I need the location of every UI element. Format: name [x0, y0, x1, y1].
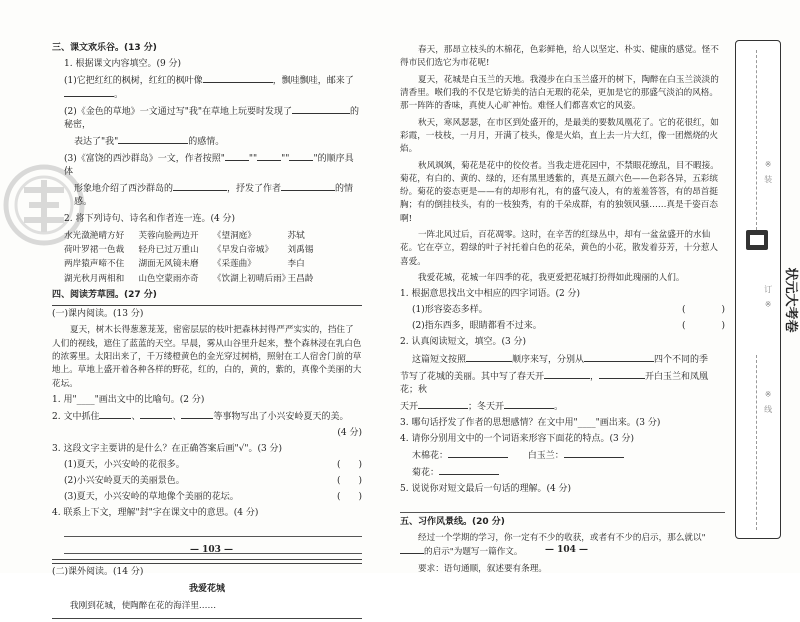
- table-row: 湖光秋月两相和 山色空蒙雨亦奇 《饮湖上初晴后雨》 王昌龄: [64, 273, 314, 284]
- extracurricular-reading: [52, 563, 362, 618]
- reading-passage-1: 夏天，树木长得葱葱茏茏，密密层层的枝叶把森林封得严严实实的，挡住了人们的视线，遮住了蓝蓝的天空。早晨，雾从山谷里升起来，整个森林浸在乳白色的浓雾里。太阳出来了，千万缕橙黄色的金光穿过树梢，照射在工人宿舍门前的草地上。草地上盛开着各种各样的野花，红的，白的，黄的，紫的，真像个美丽的大花坛。: [52, 325, 362, 389]
- brand-logo: [742, 230, 798, 350]
- answer-paren[interactable]: ( ): [681, 305, 725, 316]
- q2-line-3: 天开 ；冬天开 。: [400, 401, 564, 412]
- blank[interactable]: [504, 400, 554, 409]
- r3-option-2: (2)小兴安岭夏天的美丽景色。 ( ): [52, 475, 362, 488]
- answer-paren[interactable]: ( ): [336, 460, 362, 471]
- binding-mark: ※: [763, 160, 773, 169]
- q2-prompt: 2. 将下列诗句、诗名和作者连一连。(4 分): [64, 213, 236, 224]
- binding-label: 装: [763, 175, 773, 183]
- blank[interactable]: [418, 400, 468, 409]
- blank[interactable]: [564, 449, 624, 458]
- page-number-right: — 104 —: [545, 545, 589, 555]
- answer-line[interactable]: [400, 499, 725, 513]
- blank[interactable]: [292, 105, 350, 114]
- q4-prompt: 4. 请你分别用文中的一个词语来形容下面花的特点。(3 分): [400, 433, 635, 444]
- section-5-heading: 五、习作风景线。(20 分): [400, 516, 505, 527]
- paragraph-autumn-1: 秋天，寒风瑟瑟，在市区到处盛开的，是最美的要数凤凰花了。它的花很红，如彩霞，一枝枝，一月月，开满了枝头，像是火焰，直上去一片大红，像一团燃烧的火焰。: [400, 117, 719, 155]
- blank[interactable]: [173, 182, 227, 191]
- blank[interactable]: [181, 410, 213, 419]
- blank[interactable]: [140, 410, 172, 419]
- paragraph-winter: 一阵北风过后，百花凋零。这时，在辛苦的红绿丛中，却有一盆盆盛开的水仙花。它在亭立，碧绿的叶子衬托着白色的花朵，黄色的小花，散发着芬芳，十分惹人喜爱。: [400, 230, 718, 267]
- in-class-reading: [52, 305, 362, 560]
- r2-prompt: 2. 文中抓住 、 、 等事物写出了小兴安岭夏天的美。: [52, 412, 349, 423]
- table-row: 水光潋滟晴方好 芙蓉向脸两边开 《望洞庭》 苏轼: [64, 230, 305, 241]
- blank[interactable]: [99, 410, 131, 419]
- q1-1: (1)形容姿态多样。 ( ): [400, 304, 725, 317]
- essay-prompt: 经过一个学期的学习，你一定有不少的收获，或者有不少的启示，那么就以"的启示"为题写一篇作文。: [400, 532, 725, 560]
- answer-line[interactable]: [64, 523, 362, 537]
- blank[interactable]: [289, 152, 313, 161]
- brand-text: 状元大考卷: [783, 267, 798, 333]
- table-row: 两岸猿声啼不住 湖面无风镜未磨 《采莲曲》 李白: [64, 259, 305, 270]
- blank[interactable]: [203, 74, 273, 83]
- cut-line: [756, 50, 757, 230]
- right-page: [400, 42, 725, 579]
- left-page: [52, 42, 362, 622]
- blank[interactable]: [281, 182, 335, 191]
- r2-score: (4 分): [337, 428, 362, 439]
- r4-prompt: 4. 联系上下文，理解"封"字在课文中的意思。(4 分): [52, 508, 259, 519]
- r1-prompt: 1. 用"____"画出文中的比喻句。(2 分): [52, 395, 205, 406]
- q2-line-1: 这篇短文按照 顺序来写，分别从 四个不同的季: [412, 354, 709, 365]
- binding-label: 线: [763, 405, 773, 413]
- blank[interactable]: [599, 370, 645, 379]
- r3-prompt: 3. 这段文字主要讲的是什么？在正确答案后画"√"。(3 分): [52, 444, 283, 455]
- binding-mark: ※: [763, 300, 773, 309]
- q1-prompt: 1. 根据课文内容填空。(9 分): [64, 59, 182, 70]
- answer-paren[interactable]: ( ): [336, 476, 362, 487]
- paragraph-summer: 夏天，花城是白玉兰的天地。我漫步在白玉兰盛开的树下，陶醉在白玉兰淡淡的清香里。喉们我的不仅是它娇美的洁白无瑕的花朵，更加是它的那盛气淡泊的风格。那一阵阵的香味，真使人心旷神怡。难怪人们都喜欢它的风姿。: [400, 74, 719, 112]
- binding-mark: ※: [763, 390, 773, 399]
- cut-line: [756, 355, 757, 530]
- q1-1: (1)它把红红的枫树，红红的枫叶像 ，飘哇飘哇，邮来了。: [64, 76, 354, 101]
- poem-matching-table: [64, 229, 362, 287]
- q2-prompt: 2. 认真阅读短文，填空。(3 分): [400, 337, 527, 348]
- brand-logo-icon: [742, 230, 798, 350]
- blank[interactable]: [544, 370, 590, 379]
- q3-prompt: 3. 哪句话抒发了作者的思想感情？在文中用"____"画出来。(3 分): [400, 417, 661, 428]
- q1-prompt: 1. 根据意思找出文中相应的四字词语。(2 分): [400, 289, 581, 300]
- blank[interactable]: [64, 88, 114, 97]
- paragraph-spring: 春天，那昂立枝头的木棉花，色彩鲜艳，给人以坚定、朴实、健康的感觉。怪不得市民们选它为市花呢!: [400, 45, 719, 69]
- story-title: 我爱花城: [188, 584, 225, 595]
- section-3-heading: 三、课文欢乐谷。(13 分): [52, 43, 157, 53]
- blank[interactable]: [439, 466, 499, 475]
- binding-label: 订: [763, 285, 773, 293]
- q2-line-2: 节写了花城的美丽。其中写了春天开 ， 开白玉兰和凤凰花；秋: [400, 371, 709, 395]
- blank[interactable]: [118, 135, 188, 144]
- story-start: 我刚到花城，使陶醉在花的海洋里……: [70, 600, 217, 611]
- q1-3: (3)《富饶的西沙群岛》一文，作者按照" "" "" "的顺序具体: [64, 154, 354, 178]
- r3-option-3: (3)夏天，小兴安岭的草地像个美丽的花坛。 ( ): [52, 491, 362, 504]
- blank[interactable]: [400, 545, 424, 554]
- section-4-heading: 四、阅读芳草园。(27 分): [52, 290, 157, 301]
- q1-2: (2)《金色的草地》一文通过写"我"在草地上玩要时发现了 的秘密，: [64, 107, 360, 131]
- table-row: 荷叶罗裙一色裁 轻舟已过万重山 《早发白帝城》 刘禹锡: [64, 245, 314, 256]
- blank[interactable]: [225, 152, 249, 161]
- blank[interactable]: [584, 353, 654, 362]
- answer-paren[interactable]: ( ): [681, 321, 725, 332]
- blank[interactable]: [448, 449, 508, 458]
- r3-option-1: (1)夏天，小兴安岭的花很多。 ( ): [52, 459, 362, 472]
- answer-paren[interactable]: ( ): [336, 492, 362, 503]
- q1-2: (2)指东西多，眼睛都看不过来。 ( ): [400, 320, 725, 333]
- q1-3-cont: 形象地介绍了西沙群岛的 ，抒发了作者 的情感。: [74, 184, 354, 208]
- essay-requirement: 要求：语句通顺，叙述要有条理。: [418, 563, 547, 574]
- blank[interactable]: [257, 152, 281, 161]
- q5-prompt: 5. 说说你对短文最后一句话的理解。(4 分): [400, 483, 572, 494]
- q4-answers-1: 木棉花： 白玉兰：: [400, 449, 725, 463]
- subsection-2-title: (二)课外阅读。(14 分): [52, 567, 144, 578]
- page-number-left: — 103 —: [190, 545, 234, 555]
- q4-answers-2: 菊花：: [400, 466, 725, 480]
- subsection-1-title: (一)课内阅读。(13 分): [52, 309, 144, 320]
- paragraph-closing: 我爱花城，花城一年四季的花，我更爱把花城打扮得如此瑰丽的人们。: [418, 273, 685, 283]
- blank[interactable]: [466, 353, 512, 362]
- paragraph-autumn-2: 秋风飒飒，菊花是花中的佼佼者。当我走进花园中，不禁眼花缭乱，目不暇接。菊花，有白的、黄的、绿的，还有黑里透紫的，真是五颜六色——色彩各异，五彩缤纷。菊花的姿态更是——有的却形有礼，有的盛气凌人，有的羞羞答答，有的昂首挺胸；有的倒挂枝头，有的一枝独秀，有的千朵成群，有的独领风骚……真是千姿百态啊!: [400, 160, 719, 224]
- q1-2-cont: 表达了"我" 的感情。: [74, 137, 225, 148]
